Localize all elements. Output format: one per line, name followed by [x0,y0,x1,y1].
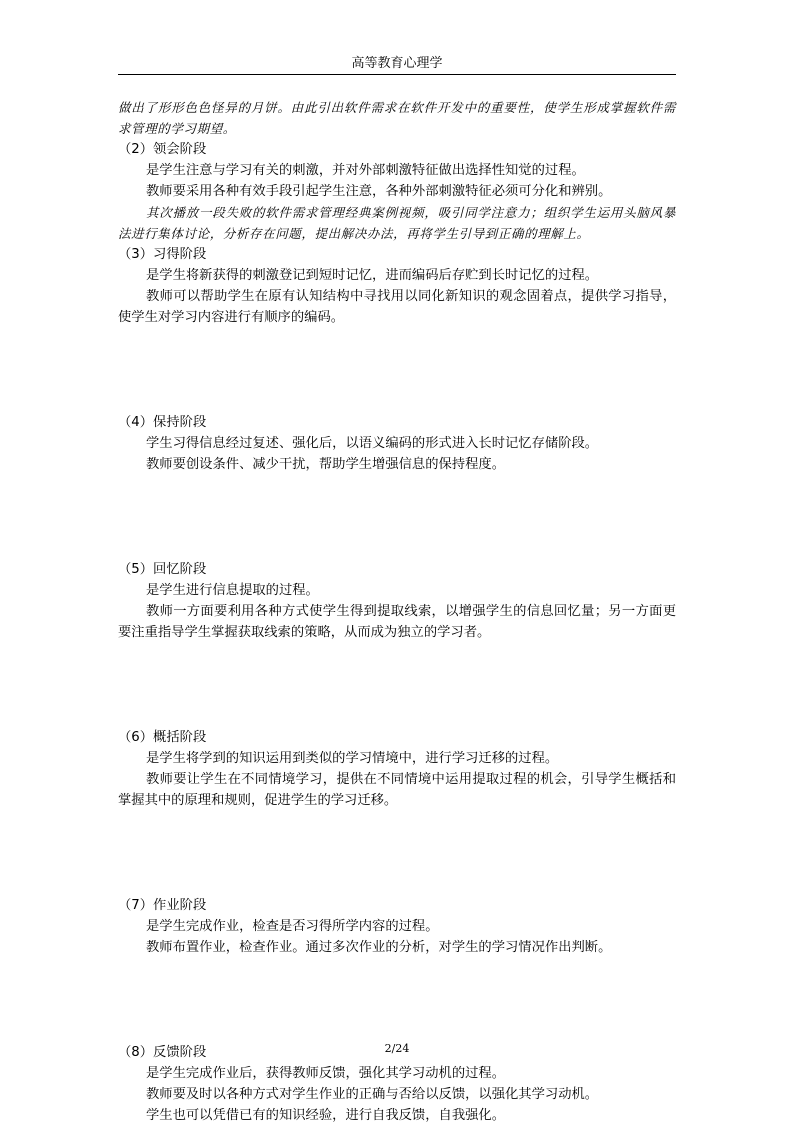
spacer [118,475,676,559]
spacer [118,811,676,895]
section-6-paragraph-2: 教师要让学生在不同情境学习，提供在不同情境中运用提取过程的机会，引导学生概括和掌握其中的原理和规则，促进学生的学习迁移。 [118,772,676,808]
page-number: 2/24 [384,1042,410,1055]
section-7-paragraph-2: 教师布置作业，检查作业。通过多次作业的分析，对学生的学习情况作出判断。 [146,940,612,955]
section-5-heading: （5）回忆阶段 [118,562,207,577]
spacer [118,643,676,727]
section-6-heading: （6）概括阶段 [118,730,207,745]
section-8-heading: （8）反馈阶段 [118,1045,207,1060]
section-4-heading: （4）保持阶段 [118,415,207,430]
section-5-paragraph-2: 教师一方面要利用各种方式使学生得到提取线索，以增强学生的信息回忆量；另一方面更要注重指导学生掌握获取线索的策略，从而成为独立的学习者。 [118,604,676,640]
section-8-paragraph-1: 是学生完成作业后，获得教师反馈，强化其学习动机的过程。 [146,1066,506,1081]
section-7-paragraph-1: 是学生完成作业，检查是否习得所学内容的过程。 [146,919,439,934]
section-7-heading: （7）作业阶段 [118,898,207,913]
section-8-paragraph-2: 教师要及时以各种方式对学生作业的正确与否给以反馈，以强化其学习动机。 [146,1087,599,1102]
section-3-paragraph-1: 是学生将新获得的刺激登记到短时记忆，进而编码后存贮到长时记忆的过程。 [146,268,599,283]
section-2-paragraph-2: 教师要采用各种有效手段引起学生注意，各种外部刺激特征必须可分化和辨别。 [146,184,612,199]
page-body [118,97,676,1126]
spacer [118,958,676,1042]
page-header-title: 高等教育心理学 [351,56,443,71]
section-6-paragraph-1: 是学生将学到的知识运用到类似的学习情境中，进行学习迁移的过程。 [146,751,559,766]
section-4-paragraph-2: 教师要创设条件、减少干扰，帮助学生增强信息的保持程度。 [146,457,506,472]
spacer [118,328,676,412]
section-3-paragraph-2: 教师可以帮助学生在原有认知结构中寻找用以同化新知识的观念固着点，提供学习指导，使学生对学习内容进行有顺序的编码。 [118,289,676,325]
header-divider [118,74,676,75]
section-2-paragraph-1: 是学生注意与学习有关的刺激，并对外部刺激特征做出选择性知觉的过程。 [146,163,585,178]
section-3-heading: （3）习得阶段 [118,247,207,262]
intro-italic-paragraph: 做出了形形色色怪异的月饼。由此引出软件需求在软件开发中的重要性，使学生形成掌握软件需求管理的学习期望。 [118,100,676,136]
section-2-italic-paragraph: 其次播放一段失败的软件需求管理经典案例视频，吸引同学注意力；组织学生运用头脑风暴法进行集体讨论，分析存在问题，提出解决办法，再将学生引导到正确的理解上。 [118,205,676,241]
section-4-paragraph-1: 学生习得信息经过复述、强化后，以语义编码的形式进入长时记忆存储阶段。 [146,436,599,451]
section-5-paragraph-1: 是学生进行信息提取的过程。 [146,583,319,598]
section-8-paragraph-3: 学生也可以凭借已有的知识经验，进行自我反馈，自我强化。 [146,1108,506,1123]
section-2-heading: （2）领会阶段 [118,142,207,157]
